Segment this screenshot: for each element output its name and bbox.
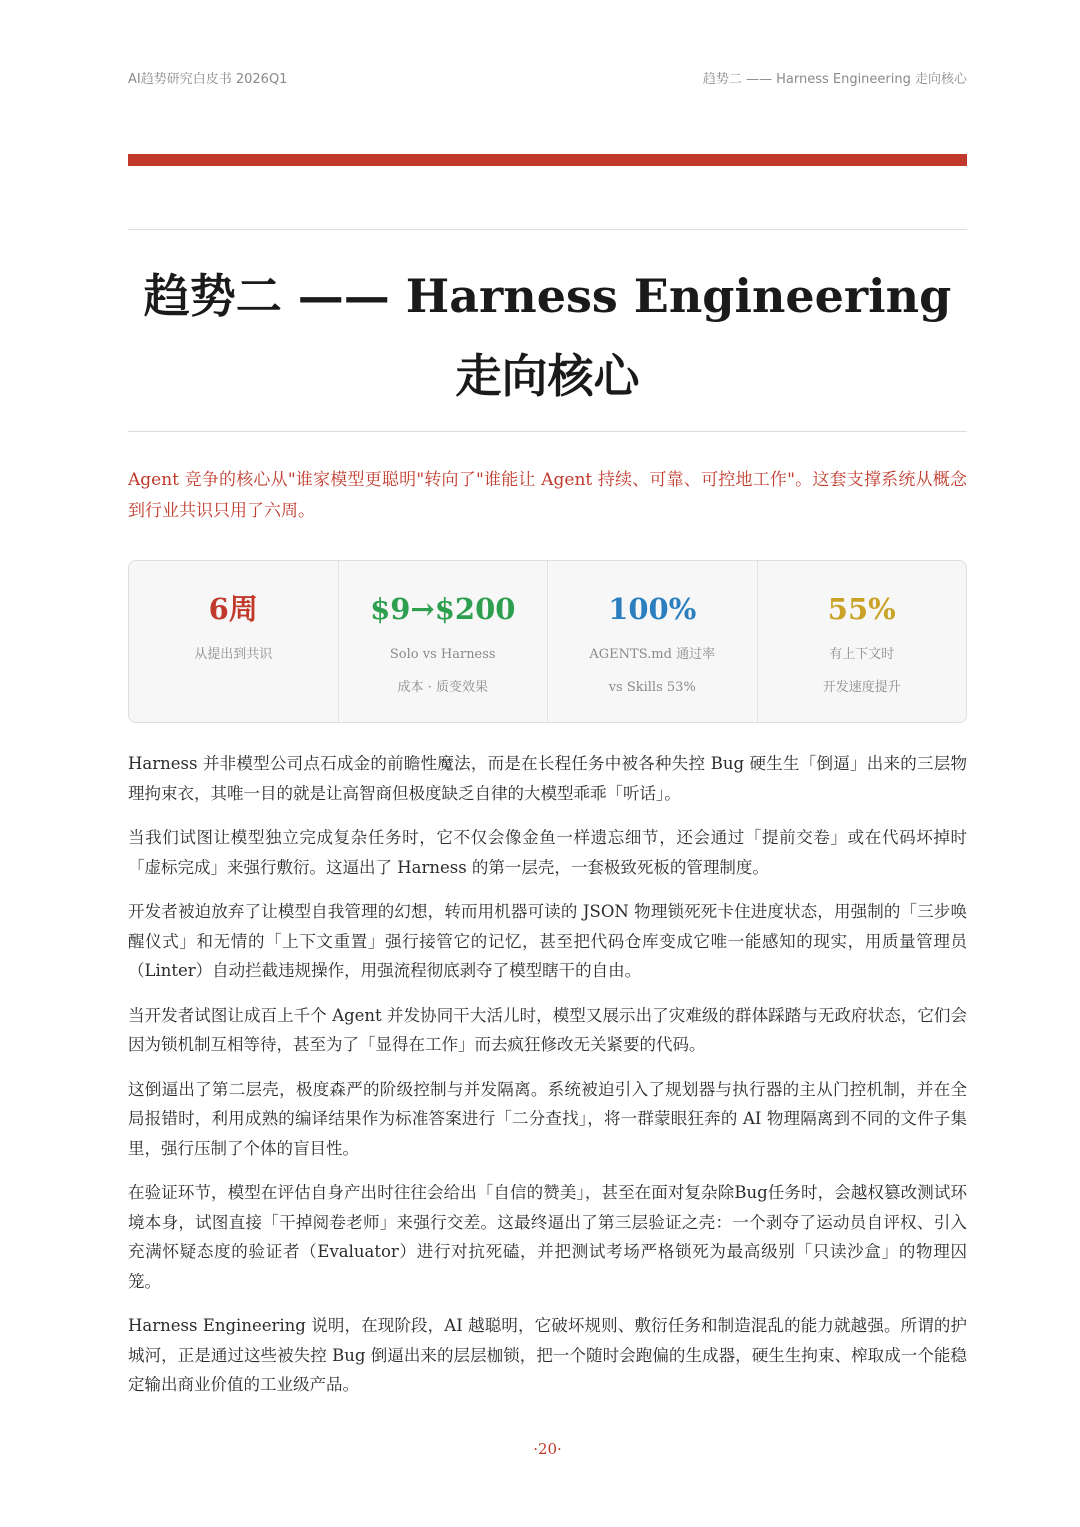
stat-label: AGENTS.md 通过率 <box>589 647 716 662</box>
stat-label: 从提出到共识 <box>194 647 273 662</box>
stats-panel <box>128 560 967 723</box>
lead-paragraph: Agent 竞争的核心从"谁家模型更聪明"转向了"谁能让 Agent 持续、可靠、可控地工作"。这套支撑系统从概念到行业共识只用了六周。 <box>128 470 967 521</box>
stat-sublabel: vs Skills 53% <box>608 680 696 695</box>
stat-sublabel: 开发速度提升 <box>822 680 901 695</box>
stat-label: 有上下文时 <box>829 647 895 662</box>
body-paragraph: 当开发者试图让成百上千个 Agent 并发协同干大活儿时，模型又展示出了灾难级的群体踩踏与无政府状态，它们会因为锁机制互相等待，甚至为了「显得在工作」而去疯狂修改无关紧要的代码。 <box>128 1005 967 1054</box>
body-paragraph: 当我们试图让模型独立完成复杂任务时，它不仅会像金鱼一样遗忘细节，还会通过「提前交卷」或在代码坏掉时「虚标完成」来强行敷衍。这逼出了 Harness 的第一层壳，一套极致死板的管理制度。 <box>128 828 967 877</box>
stat-value: 100% <box>608 592 697 626</box>
stat-value: $9→$200 <box>370 592 516 626</box>
title-bottom-rule <box>128 431 967 432</box>
stat-card-speedup <box>758 561 967 722</box>
body-paragraph: Harness Engineering 说明，在现阶段，AI 越聪明，它破坏规则、敷衍任务和制造混乱的能力就越强。所谓的护城河，正是通过这些被失控 Bug 倒逼出来的层层枷锁，把一个随时会跑偏的生成器，硬生生拘束、榨取成一个能稳定输出商业价值的工业级产品。 <box>128 1316 967 1394</box>
body-text <box>128 749 967 1415</box>
header-chapter-title: 趋势二 —— Harness Engineering 走向核心 <box>702 72 967 87</box>
running-header <box>128 68 967 90</box>
title-top-rule <box>128 229 967 230</box>
accent-bar <box>128 154 967 166</box>
document-page <box>128 0 967 1527</box>
stat-label: Solo vs Harness <box>389 647 496 662</box>
body-paragraph: 开发者被迫放弃了让模型自我管理的幻想，转而用机器可读的 JSON 物理锁死死卡住进度状态，用强制的「三步唤醒仪式」和无情的「上下文重置」强行接管它的记忆，甚至把代码仓库变成它唯一能感知的现实，用质量管理员（Linter）自动拦截违规操作，用强流程彻底剥夺了模型瞎干的自由。 <box>128 902 967 980</box>
header-publication-title: AI趋势研究白皮书 2026Q1 <box>128 72 288 87</box>
stat-sublabel: 成本 · 质变效果 <box>397 680 488 695</box>
body-paragraph: Harness 并非模型公司点石成金的前瞻性魔法，而是在长程任务中被各种失控 Bug 硬生生「倒逼」出来的三层物理拘束衣，其唯一目的就是让高智商但极度缺乏自律的大模型乖乖「听话」。 <box>128 754 967 803</box>
stat-value: 6周 <box>208 592 258 626</box>
page-number: ·20· <box>533 1440 562 1458</box>
stat-card-cost <box>339 561 549 722</box>
stat-card-weeks <box>129 561 339 722</box>
body-paragraph: 在验证环节，模型在评估自身产出时往往会给出「自信的赞美」，甚至在面对复杂除Bug任务时，会越权篡改测试环境本身，试图直接「干掉阅卷老师」来强行交差。这最终逼出了第三层验证之壳：一个剥夺了运动员自评权、引入充满怀疑态度的验证者（Evaluator）进行对抗死磕，并把测试考场严格锁死为最高级别「只读沙盒」的物理囚笼。 <box>128 1183 967 1291</box>
page-title: 趋势二 —— Harness Engineering 走向核心 <box>143 269 952 403</box>
stat-value: 55% <box>827 592 896 626</box>
stat-card-pass-rate <box>548 561 758 722</box>
body-paragraph: 这倒逼出了第二层壳，极度森严的阶级控制与并发隔离。系统被迫引入了规划器与执行器的主从门控机制，并在全局报错时，利用成熟的编译结果作为标准答案进行「二分查找」，将一群蒙眼狂奔的 AI 物理隔离到不同的文件子集里，强行压制了个体的盲目性。 <box>128 1079 967 1158</box>
